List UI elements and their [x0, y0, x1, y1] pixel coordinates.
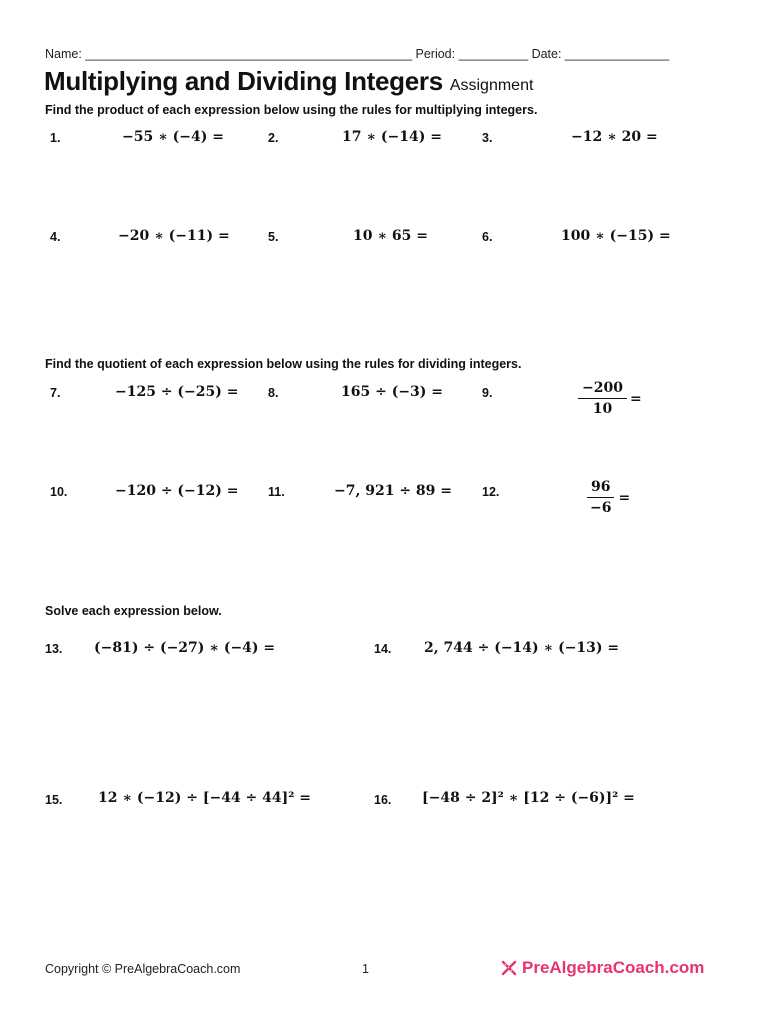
- problem-6-number: 6.: [482, 230, 493, 244]
- name-period-date-line: Name: _______________________________________________ Period: __________ Date: _______________: [45, 47, 670, 61]
- problem-9-numerator: −200: [578, 380, 627, 399]
- problem-16-number: 16.: [374, 793, 392, 807]
- page-number: 1: [362, 962, 369, 976]
- problem-9-equals: =: [629, 390, 642, 407]
- problem-2-expression: 17 ∗ (−14) =: [342, 129, 442, 145]
- problem-8-expression: 165 ÷ (−3) =: [341, 384, 444, 400]
- problem-15-expression: 12 ∗ (−12) ÷ [−44 ÷ 44]² =: [98, 790, 312, 806]
- problem-15-number: 15.: [45, 793, 63, 807]
- worksheet-title: [44, 66, 533, 97]
- problem-7-number: 7.: [50, 386, 61, 400]
- problem-5-number: 5.: [268, 230, 279, 244]
- problem-12-numerator: 96: [587, 479, 614, 498]
- copyright-text: Copyright © PreAlgebraCoach.com: [45, 962, 241, 976]
- problem-8-number: 8.: [268, 386, 279, 400]
- problem-13-expression: (−81) ÷ (−27) ∗ (−4) =: [94, 640, 276, 656]
- problem-1-expression: −55 ∗ (−4) =: [122, 129, 224, 145]
- problem-13-number: 13.: [45, 642, 63, 656]
- title-sub: Assignment: [449, 77, 534, 94]
- problem-2-number: 2.: [268, 131, 279, 145]
- problem-7-expression: −125 ÷ (−25) =: [115, 384, 239, 400]
- problem-12-number: 12.: [482, 485, 500, 499]
- problem-4-number: 4.: [50, 230, 61, 244]
- section-1-instruction: Find the product of each expression below using the rules for multiplying integers.: [45, 103, 538, 117]
- problem-9-fraction: [578, 380, 642, 417]
- problem-6-expression: 100 ∗ (−15) =: [561, 228, 671, 244]
- section-2-instruction: Find the quotient of each expression below using the rules for dividing integers.: [45, 357, 522, 371]
- problem-1-number: 1.: [50, 131, 61, 145]
- problem-3-expression: −12 ∗ 20 =: [571, 129, 658, 145]
- pencil-ruler-icon: [500, 959, 518, 977]
- problem-5-expression: 10 ∗ 65 =: [353, 228, 428, 244]
- problem-9-denominator: 10: [592, 401, 613, 417]
- problem-12-denominator: −6: [590, 500, 612, 516]
- problem-14-number: 14.: [374, 642, 392, 656]
- brand-name: PreAlgebraCoach.com: [522, 958, 705, 977]
- problem-9-number: 9.: [482, 386, 493, 400]
- problem-14-expression: 2, 744 ÷ (−14) ∗ (−13) =: [424, 640, 620, 656]
- problem-12-equals: =: [618, 489, 631, 506]
- problem-4-expression: −20 ∗ (−11) =: [118, 228, 230, 244]
- problem-12-fraction: [586, 479, 630, 516]
- title-main: Multiplying and Dividing Integers: [44, 66, 443, 96]
- section-3-instruction: Solve each expression below.: [45, 604, 222, 618]
- problem-11-number: 11.: [268, 485, 285, 499]
- problem-10-expression: −120 ÷ (−12) =: [115, 483, 239, 499]
- brand-logo: [500, 958, 704, 978]
- problem-10-number: 10.: [50, 485, 68, 499]
- problem-3-number: 3.: [482, 131, 493, 145]
- problem-11-expression: −7, 921 ÷ 89 =: [334, 483, 453, 499]
- problem-16-expression: [−48 ÷ 2]² ∗ [12 ÷ (−6)]² =: [422, 790, 635, 806]
